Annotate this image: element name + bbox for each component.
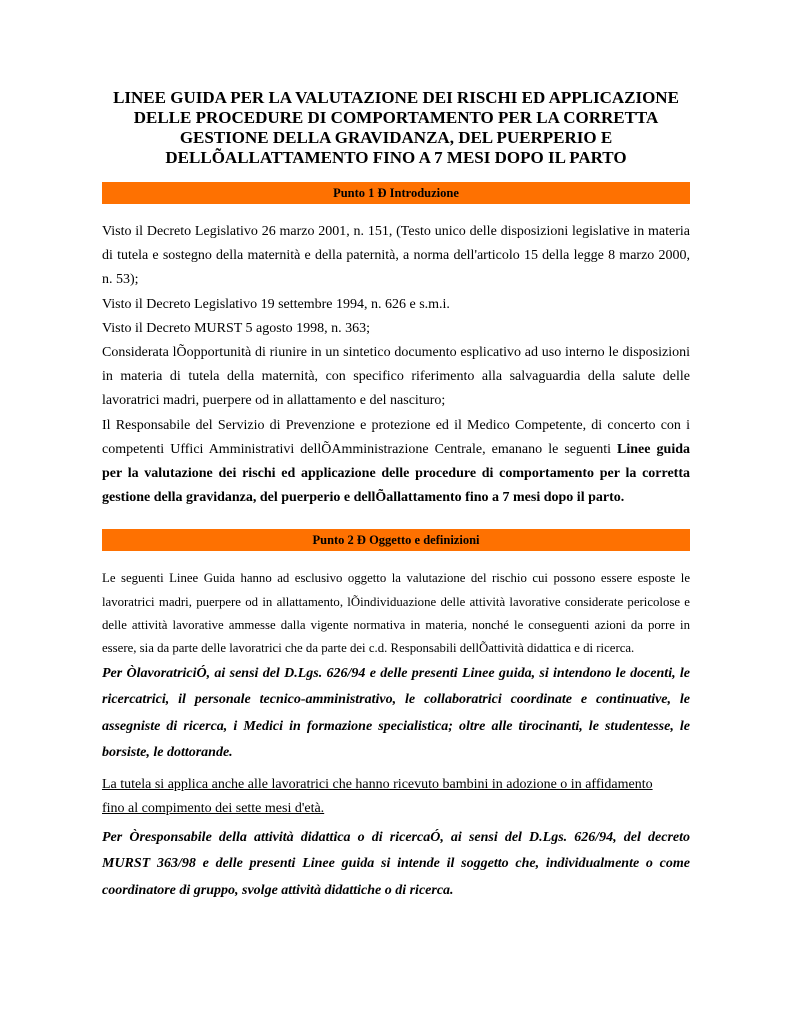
title-line: GESTIONE DELLA GRAVIDANZA, DEL PUERPERIO E (179, 128, 613, 147)
section-header-introduzione: Punto 1 Ð Introduzione (102, 182, 690, 204)
document-page (102, 82, 690, 904)
paragraph-emanano (102, 414, 690, 511)
tutela-line: La tutela si applica anche alle lavoratrici che hanno ricevuto bambini in adozione o in affidamento (102, 776, 653, 792)
title-line: DELLÕALLATTAMENTO FINO A 7 MESI DOPO IL PARTO (165, 148, 627, 167)
definition-responsabile: Per Òresponsabile della attività didattica o di ricercaÓ, ai sensi del D.Lgs. 626/94, del decreto MURST 363/98 e delle presenti Linee guida si intende il soggetto che, individualmente o come coordinatore di gruppo, svolge attività didattiche o di ricerca. (102, 829, 690, 898)
tutela-note (102, 773, 690, 821)
definition-lavoratrici: Per ÒlavoratriciÓ, ai sensi del D.Lgs. 626/94 e delle presenti Linee guida, si intendono le docenti, le ricercatrici, il personale tecnico-amministrativo, le collaboratrici coordinate e continuative, le assegniste di ricerca, i Medici in formazione specialistica; oltre alle tirocinanti, le studentesse, le borsiste, le dottorande. (102, 665, 690, 761)
section-header-oggetto: Punto 2 Ð Oggetto e definizioni (102, 529, 690, 551)
paragraph: Visto il Decreto MURST 5 agosto 1998, n. 363; (102, 320, 371, 336)
paragraph: Visto il Decreto Legislativo 19 settembre 1994, n. 626 e s.m.i. (102, 296, 450, 312)
paragraph: Considerata lÕopportunità di riunire in un sintetico documento esplicativo ad uso interno le disposizioni in materia di tutela della maternità, con specifico riferimento alla salvaguardia della salute delle lavoratrici madri, puerpere od in allattamento e del nascituro; (102, 345, 690, 409)
paragraph: Visto il Decreto Legislativo 26 marzo 2001, n. 151, (Testo unico delle disposizioni legislative in materia di tutela e sostegno della maternità e della paternità, a norma dell'articolo 15 della legge 8 marzo 2000, n. 53); (102, 224, 690, 288)
guidelines-title-bold: Linee guida per la valutazione dei rischi ed applicazione delle procedure di comportamento per la corretta gestione della gravidanza, del puerperio e dellÕallattamento fino a 7 mesi dopo il parto. (102, 441, 690, 506)
document-title (102, 88, 690, 168)
section-introduzione-body (102, 220, 690, 510)
title-line: LINEE GUIDA PER LA VALUTAZIONE DEI RISCHI ED APPLICAZIONE (113, 88, 679, 107)
section-oggetto-intro (102, 567, 690, 660)
paragraph-text: Il Responsabile del Servizio di Prevenzione e protezione ed il Medico Competente, di concerto con i competenti Uffici Amministrativi dellÕAmministrazione Centrale, emanano le seguenti (102, 417, 690, 457)
paragraph: Le seguenti Linee Guida hanno ad esclusivo oggetto la valutazione del rischio cui possono essere esposte le lavoratrici madri, puerpere od in allattamento, lÕindividuazione delle attività lavorative considerate pericolose e delle attività lavorative ammesse dalla vigente normativa in materia, nonché le conseguenti azioni da porre in essere, sia da parte delle lavoratrici che da parte dei c.d. Responsabili dellÕattività didattica e di ricerca. (102, 571, 690, 656)
tutela-line: fino al compimento dei sette mesi d'età. (102, 800, 325, 816)
title-line: DELLE PROCEDURE DI COMPORTAMENTO PER LA CORRETTA (133, 108, 659, 127)
